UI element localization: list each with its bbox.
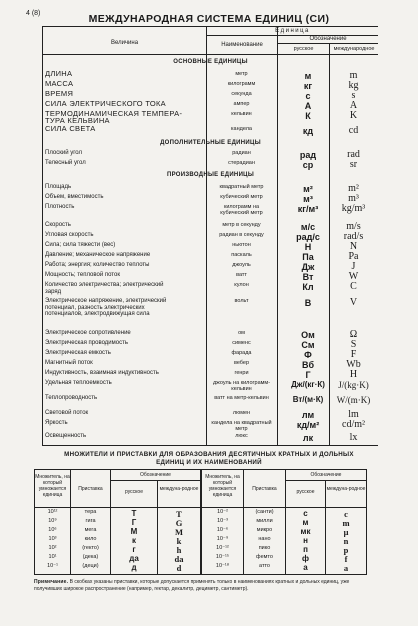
- multiplier: 10⁻¹²: [216, 545, 229, 551]
- unit-name: кубический метр: [220, 194, 263, 200]
- multiplier: 10⁻³: [217, 518, 228, 524]
- quantity-name: ТЕРМОДИНАМИЧЕСКАЯ ТЕМПЕРА-ТУРА КЕЛЬВИНА: [45, 109, 183, 125]
- russian-symbol: Па: [302, 252, 314, 262]
- russian-symbol: д: [131, 563, 137, 572]
- prefix-name: гига: [85, 518, 96, 524]
- russian-symbol: ф: [302, 554, 309, 563]
- international-symbol: da: [174, 554, 184, 564]
- international-symbol: M: [174, 527, 184, 537]
- unit-name: ватт: [236, 272, 247, 278]
- unit-row: [43, 242, 378, 252]
- international-symbol: m/s: [346, 221, 361, 232]
- international-symbol: N: [349, 241, 358, 252]
- prefix-name: (дека): [82, 554, 99, 560]
- unit-name: вольт: [234, 298, 249, 304]
- header-multiplier: Множитель, на который умножается единица: [205, 474, 240, 498]
- header-international: междуна-родное: [326, 486, 366, 492]
- quantity-name: Площадь: [45, 184, 72, 190]
- international-symbol: lx: [349, 432, 358, 443]
- russian-symbol: да: [129, 554, 139, 563]
- multiplier: 10⁶: [48, 527, 57, 533]
- prefix-name: милли: [256, 518, 273, 524]
- unit-name: кандела на квадратный метр: [211, 420, 272, 432]
- unit-name: стерадиан: [228, 160, 255, 166]
- unit-row: [43, 330, 378, 340]
- unit-row: [43, 410, 378, 420]
- quantity-name: Угловая скорость: [45, 232, 94, 238]
- unit-name: паскаль: [231, 252, 252, 258]
- prefix-name: пико: [258, 545, 271, 551]
- quantity-name: Давление; механическое напряжение: [45, 252, 151, 258]
- header-prefix: Приставка: [252, 486, 277, 492]
- quantity-name: СИЛА ЭЛЕКТРИЧЕСКОГО ТОКА: [45, 99, 166, 108]
- header-russian: русское: [296, 489, 315, 495]
- unit-name: люмен: [232, 410, 251, 416]
- quantity-name: Теплопроводность: [45, 395, 98, 401]
- unit-row: [43, 297, 378, 317]
- russian-symbol: Вт/(м·К): [292, 395, 324, 404]
- unit-name: ватт на метр-кельвин: [214, 395, 269, 401]
- quantity-name: Удельная теплоемкость: [45, 380, 112, 386]
- unit-name: ом: [238, 330, 245, 336]
- russian-symbol: Н: [304, 242, 312, 252]
- section-derived-units: ПРОИЗВОДНЫЕ ЕДИНИЦЫ: [166, 172, 255, 178]
- international-symbol: V: [349, 297, 358, 308]
- unit-row: [43, 340, 378, 350]
- unit-name: кандела: [231, 126, 252, 132]
- unit-row: [43, 232, 378, 242]
- quantity-name: Электрическая проводимость: [45, 340, 128, 346]
- prefix-row: [35, 545, 366, 554]
- multiplier: 10⁻¹⁵: [215, 554, 230, 560]
- prefix-name: микро: [256, 527, 273, 533]
- russian-symbol: м³: [303, 194, 313, 204]
- russian-symbol: Вт: [302, 272, 314, 282]
- prefix-row: [35, 563, 366, 572]
- prefix-row: [35, 554, 366, 563]
- unit-row: [43, 380, 378, 390]
- unit-row: [43, 420, 378, 430]
- international-symbol: lm: [348, 409, 359, 420]
- unit-row: [43, 272, 378, 282]
- russian-symbol: рад/с: [296, 232, 320, 242]
- prefix-title-line-2: ЕДИНИЦ И ИХ НАИМЕНОВАНИЙ: [156, 459, 262, 466]
- international-symbol: μ: [343, 527, 349, 537]
- multiplier: 10⁻¹: [47, 563, 58, 569]
- unit-name: фарада: [231, 350, 252, 356]
- unit-name: килограмм на кубический метр: [220, 204, 263, 216]
- header-designation: Обозначение: [310, 472, 342, 478]
- header-rule: [35, 507, 366, 508]
- quantity-name: Сила; сила тяжести (вес): [45, 242, 116, 248]
- multiplier: 10⁻²: [217, 509, 228, 515]
- quantity-name: Магнитный поток: [45, 360, 93, 366]
- unit-name: радиан: [232, 150, 251, 156]
- multiplier: 10¹²: [47, 509, 58, 515]
- russian-symbol: г: [132, 545, 136, 554]
- unit-name: ньютон: [232, 242, 251, 248]
- prefix-name: мега: [84, 527, 97, 533]
- international-symbol: H: [349, 369, 358, 380]
- international-symbol: Pa: [348, 251, 359, 262]
- unit-row: [43, 252, 378, 262]
- prefix-row: [35, 536, 366, 545]
- international-symbol: rad: [347, 149, 360, 160]
- russian-symbol: кг: [303, 81, 313, 91]
- quantity-name: Скорость: [45, 222, 71, 228]
- international-symbol: m³: [348, 193, 359, 204]
- quantity-name: Индуктивность, взаимная индуктивность: [45, 370, 159, 376]
- international-symbol: K: [349, 110, 358, 121]
- multiplier: 10⁻⁶: [216, 527, 229, 533]
- russian-symbol: Вб: [301, 360, 315, 370]
- unit-row: [43, 184, 378, 194]
- international-symbol: a: [343, 563, 349, 573]
- international-symbol: m: [349, 70, 358, 81]
- header-unit-name: Наименование: [221, 42, 263, 48]
- unit-name: секунда: [231, 91, 252, 97]
- international-symbol: C: [350, 281, 357, 292]
- russian-symbol: М: [130, 527, 138, 536]
- unit-row: [43, 222, 378, 232]
- footnote-label: Примечание.: [34, 579, 69, 585]
- footnote-text: В скобках указаны приставки, которые допускается применять только в наименованиях кратных и дольных единиц, уже получивших широкое распространение (например, гектар, декалитр, дециметр, сантиметр).: [34, 579, 350, 592]
- quantity-name: Электрическое сопротивление: [45, 330, 131, 336]
- unit-row: [43, 126, 378, 136]
- russian-symbol: с: [305, 91, 311, 101]
- unit-row: [43, 204, 378, 214]
- international-symbol: d: [176, 563, 182, 573]
- header-rule: [43, 54, 378, 55]
- unit-row: [43, 194, 378, 204]
- international-symbol: kg/m³: [341, 203, 366, 214]
- russian-symbol: См: [301, 340, 315, 350]
- international-symbol: kg: [348, 80, 359, 91]
- prefix-name: (деци): [82, 563, 99, 569]
- section-basic-units: ОСНОВНЫЕ ЕДИНИЦЫ: [173, 59, 248, 65]
- international-symbol: h: [176, 545, 182, 555]
- footnote: [34, 579, 368, 592]
- russian-symbol: Дж/(кг·К): [291, 380, 325, 389]
- unit-name: радиан в секунду: [219, 232, 264, 238]
- russian-symbol: с: [303, 509, 308, 518]
- header-prefix: Приставка: [78, 486, 103, 492]
- russian-symbol: кд: [302, 126, 314, 136]
- unit-row: [43, 370, 378, 380]
- unit-row: [43, 160, 378, 170]
- unit-row: [43, 71, 378, 81]
- international-symbol: Wb: [346, 359, 361, 370]
- prefix-name: нано: [258, 536, 271, 542]
- russian-symbol: м: [302, 518, 309, 527]
- quantity-name: Плоский угол: [45, 150, 82, 156]
- quantity-name: СИЛА СВЕТА: [45, 124, 96, 133]
- unit-row: [43, 350, 378, 360]
- international-symbol: S: [350, 339, 357, 350]
- russian-symbol: Г: [131, 518, 137, 527]
- quantity-name: Телесный угол: [45, 160, 86, 166]
- multiplier: 10⁹: [48, 518, 57, 524]
- russian-symbol: м/с: [300, 222, 316, 232]
- international-symbol: n: [343, 536, 349, 546]
- quantity-name: Работа; энергия; количество теплоты: [45, 262, 150, 268]
- quantity-name: Плотность: [45, 204, 75, 210]
- quantity-name: Освещенность: [45, 433, 87, 439]
- unit-name: ампер: [233, 101, 250, 107]
- unit-name: кулон: [234, 282, 249, 288]
- international-symbol: m²: [348, 183, 359, 194]
- unit-name: метр в секунду: [222, 222, 261, 228]
- unit-name: джоуль на килограмм-кельвин: [212, 380, 271, 392]
- prefix-table: [34, 469, 367, 575]
- quantity-name: ДЛИНА: [45, 69, 73, 78]
- international-symbol: F: [350, 349, 357, 360]
- russian-symbol: кд/м²: [296, 420, 320, 430]
- section-supplementary-units: ДОПОЛНИТЕЛЬНЫЕ ЕДИНИЦЫ: [160, 140, 261, 146]
- russian-symbol: лк: [302, 433, 314, 443]
- international-symbol: W/(m·K): [336, 395, 371, 405]
- international-symbol: m: [342, 518, 350, 528]
- multiplier: 10⁻⁹: [216, 536, 229, 542]
- international-symbol: s: [351, 90, 356, 101]
- quantity-name: Электрическая емкость: [45, 350, 111, 356]
- header-international: международное: [333, 46, 375, 52]
- international-symbol: f: [344, 554, 348, 564]
- multiplier: 10²: [48, 545, 57, 551]
- header-multiplier: Множитель, на который умножается единица: [35, 474, 70, 498]
- unit-row: [43, 262, 378, 272]
- unit-name: метр: [235, 71, 248, 77]
- russian-symbol: н: [303, 536, 308, 545]
- international-symbol: c: [344, 509, 348, 519]
- international-symbol: cd/m²: [342, 419, 365, 430]
- prefix-name: кило: [84, 536, 97, 542]
- header-rule: [111, 480, 200, 481]
- russian-symbol: К: [305, 111, 311, 121]
- page-title: МЕЖДУНАРОДНАЯ СИСТЕМА ЕДИНИЦ (СИ): [88, 13, 330, 25]
- russian-symbol: Ф: [304, 350, 312, 360]
- header-designation: Обозначение: [140, 472, 171, 478]
- header-russian: русское: [293, 46, 314, 52]
- quantity-name: ВРЕМЯ: [45, 89, 74, 98]
- international-symbol: W: [348, 271, 359, 282]
- prefix-title-line-1: МНОЖИТЕЛИ И ПРИСТАВКИ ДЛЯ ОБРАЗОВАНИЯ ДЕСЯТИЧНЫХ КРАТНЫХ И ДОЛЬНЫХ: [64, 451, 354, 458]
- international-symbol: p: [343, 545, 349, 555]
- russian-symbol: Г: [305, 370, 311, 380]
- unit-name: квадратный метр: [219, 184, 264, 190]
- russian-symbol: Кл: [302, 282, 314, 292]
- header-rule: [286, 480, 366, 481]
- international-symbol: J/(kg·K): [338, 380, 369, 390]
- prefix-row: [35, 518, 366, 527]
- header-unit: Единица: [275, 28, 310, 34]
- russian-symbol: В: [304, 298, 312, 308]
- quantity-name: Количество электричества; электрический заряд: [45, 282, 164, 295]
- header-international: междуна-родное: [159, 486, 199, 492]
- unit-row: [43, 81, 378, 91]
- multiplier: 10³: [48, 536, 57, 542]
- unit-name: генри: [234, 370, 249, 376]
- russian-symbol: кг/м³: [297, 204, 319, 214]
- prefix-name: (гекто): [82, 545, 99, 551]
- page-number: 4 (8): [26, 10, 41, 17]
- international-symbol: A: [349, 100, 358, 111]
- unit-name: килограмм: [227, 81, 256, 87]
- prefix-name: (санти): [255, 509, 274, 515]
- prefix-row: [35, 527, 366, 536]
- russian-symbol: мк: [300, 527, 311, 536]
- quantity-name: Мощность; тепловой поток: [45, 272, 120, 278]
- russian-symbol: Ом: [301, 330, 315, 340]
- quantity-name: Электрическое напряжение, электрический потенциал, разность электрических потенциалов, электродвижущая сила: [45, 298, 167, 317]
- unit-name: люкс: [235, 433, 248, 439]
- prefix-row: [35, 509, 366, 518]
- russian-symbol: к: [131, 536, 136, 545]
- unit-row: [43, 395, 378, 405]
- russian-symbol: п: [303, 545, 308, 554]
- russian-symbol: А: [304, 101, 312, 111]
- multiplier: 10⁻¹⁸: [215, 563, 230, 569]
- unit-row: [43, 360, 378, 370]
- international-symbol: J: [351, 261, 356, 272]
- quantity-name: МАССА: [45, 79, 74, 88]
- prefix-name: атто: [259, 563, 270, 569]
- unit-row: [43, 109, 378, 125]
- quantity-name: Яркость: [45, 420, 68, 426]
- unit-name: джоуль: [232, 262, 251, 268]
- russian-symbol: рад: [299, 150, 317, 160]
- russian-symbol: м: [304, 71, 312, 81]
- header-designation: Обозначение: [309, 36, 347, 42]
- russian-symbol: Т: [131, 509, 137, 518]
- international-symbol: G: [175, 518, 183, 528]
- international-symbol: T: [176, 509, 182, 519]
- unit-row: [43, 150, 378, 160]
- multiplier: 10¹: [48, 554, 57, 560]
- russian-symbol: Дж: [301, 262, 315, 272]
- header-quantity: Величина: [110, 40, 139, 46]
- russian-symbol: а: [303, 563, 308, 572]
- prefix-name: фемто: [256, 554, 273, 560]
- international-symbol: cd: [348, 125, 359, 136]
- unit-name: сименс: [232, 340, 251, 346]
- unit-name: кельвин: [231, 111, 252, 117]
- international-symbol: sr: [349, 159, 358, 170]
- prefix-name: тера: [84, 509, 97, 515]
- si-units-table: [42, 26, 378, 446]
- international-symbol: rad/s: [343, 231, 364, 242]
- russian-symbol: лм: [301, 410, 315, 420]
- international-symbol: Ω: [349, 329, 358, 340]
- header-rule: [278, 43, 378, 44]
- quantity-name: Объем, вместимость: [45, 194, 104, 200]
- unit-name: вебер: [233, 360, 250, 366]
- russian-symbol: ср: [302, 160, 314, 170]
- quantity-name: Световой поток: [45, 410, 89, 416]
- unit-row: [43, 433, 378, 443]
- russian-symbol: м²: [303, 184, 313, 194]
- unit-row: [43, 281, 378, 295]
- international-symbol: k: [176, 536, 182, 546]
- header-russian: русское: [125, 489, 143, 495]
